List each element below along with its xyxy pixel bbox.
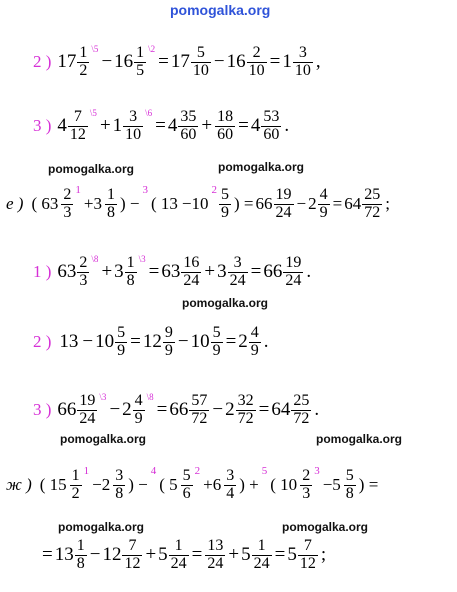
solution-line-2: 3 ) 4 $\frac{7}{12}$ \5 + 1 $\frac{3}{10}$ \6 = 4 $\frac{35}{60}$ + $\frac{18}{60}$ = 4 $\frac{53}{60}$ .	[33, 107, 290, 143]
solution-line-8: = 13 $\frac{1}{8}$ − 12 $\frac{7}{12}$ + 5 $\frac{1}{24}$ = $\frac{13}{24}$ + 5 $\frac{1}{24}$ = 5 $\frac{7}{12}$ ;	[42, 536, 327, 572]
watermark-top: pomogalka.org	[170, 2, 271, 18]
factor-mark: 5	[261, 465, 268, 477]
watermark: pomogalka.org	[182, 296, 269, 310]
fraction: $\frac{18}{60}$	[217, 107, 234, 143]
item-label: 3 )	[33, 400, 52, 419]
watermark: pomogalka.org	[316, 432, 403, 446]
factor-mark: \8	[91, 254, 99, 264]
watermark: pomogalka.org	[48, 162, 135, 176]
watermark: pomogalka.org	[58, 520, 145, 534]
factor-mark: \5	[89, 108, 97, 118]
mixed-number: 4 $\frac{7}{12}$	[57, 107, 86, 143]
mixed-number: 16 $\frac{2}{10}$	[226, 43, 265, 79]
mixed-number: 4 $\frac{53}{60}$	[250, 107, 280, 143]
mixed-number: 17 $\frac{1}{2}$	[57, 43, 88, 79]
factor-mark: \5	[91, 44, 99, 54]
mixed-number: 1 $\frac{3}{10}$	[112, 107, 142, 143]
factor-mark: \3	[99, 392, 107, 402]
item-label: 1 )	[33, 262, 52, 281]
item-label: ж )	[6, 475, 32, 494]
watermark: pomogalka.org	[282, 520, 369, 534]
mixed-number: 1 $\frac{3}{10}$	[282, 43, 311, 79]
mixed-number: 17 $\frac{5}{10}$	[170, 43, 209, 79]
factor-mark: 4	[150, 465, 157, 477]
solution-line-4: 1 ) 63 $\frac{2}{3}$ \8 + 3 $\frac{1}{8}$ \3 = 63 $\frac{16}{24}$ + 3 $\frac{3}{24}$ = 66 $\frac{19}{24}$ .	[33, 253, 312, 289]
solution-line-6: 3 ) 66 $\frac{19}{24}$ \3 − 2 $\frac{4}{9}$ \8 = 66 $\frac{57}{72}$ − 2 $\frac{32}{72}$ = 64 $\frac{25}{72}$ .	[33, 391, 320, 427]
mixed-number: 16 $\frac{1}{5}$	[114, 43, 145, 79]
watermark: pomogalka.org	[60, 432, 147, 446]
solution-line-5: 2 ) 13 − 10 $\frac{5}{9}$ = 12 $\frac{9}{9}$ − 10 $\frac{5}{9}$ = 2 $\frac{4}{9}$ .	[33, 323, 269, 359]
factor-mark: 2	[194, 465, 201, 477]
factor-mark: \2	[148, 44, 156, 54]
factor-mark: 1	[83, 465, 90, 477]
solution-line-7: ж ) ( 15 $\frac{1}{2}$ 1 −2 $\frac{3}{8}$ ) − 4 ( 5 $\frac{5}{6}$ 2 +6 $\frac{3}{4}$ ) + 5 ( 10 $\frac{2}{3}$ 3 −5 $\frac{5}{8}$ ) =	[6, 465, 379, 502]
factor-mark: \8	[146, 392, 154, 402]
factor-mark: 3	[314, 465, 320, 477]
factor-mark: 1	[75, 184, 81, 196]
solution-line-3: е ) ( 63 $\frac{2}{3}$ 1 +3 $\frac{1}{8}$ ) − 3 ( 13 −10 2 $\frac{5}{9}$ ) = 66 $\frac{19}{24}$ − 2 $\frac{4}{9}$ = 64 $\frac{25}{72}$ ;	[6, 184, 390, 221]
item-label: 2 )	[33, 332, 52, 351]
factor-mark: 3	[142, 184, 148, 196]
item-label: е )	[6, 194, 24, 213]
item-label: 3 )	[33, 116, 52, 135]
solution-line-1: 2 ) 17 $\frac{1}{2}$ \5 − 16 $\frac{1}{5}$ \2 = 17 $\frac{5}{10}$ − 16 $\frac{2}{10}$ = 1 $\frac{3}{10}$ ,	[33, 43, 321, 79]
factor-mark: \6	[145, 108, 153, 118]
factor-mark: 2	[211, 184, 217, 196]
item-label: 2 )	[33, 52, 52, 71]
factor-mark: \3	[138, 254, 146, 264]
mixed-number: 4 $\frac{35}{60}$	[167, 107, 197, 143]
watermark: pomogalka.org	[218, 160, 305, 174]
